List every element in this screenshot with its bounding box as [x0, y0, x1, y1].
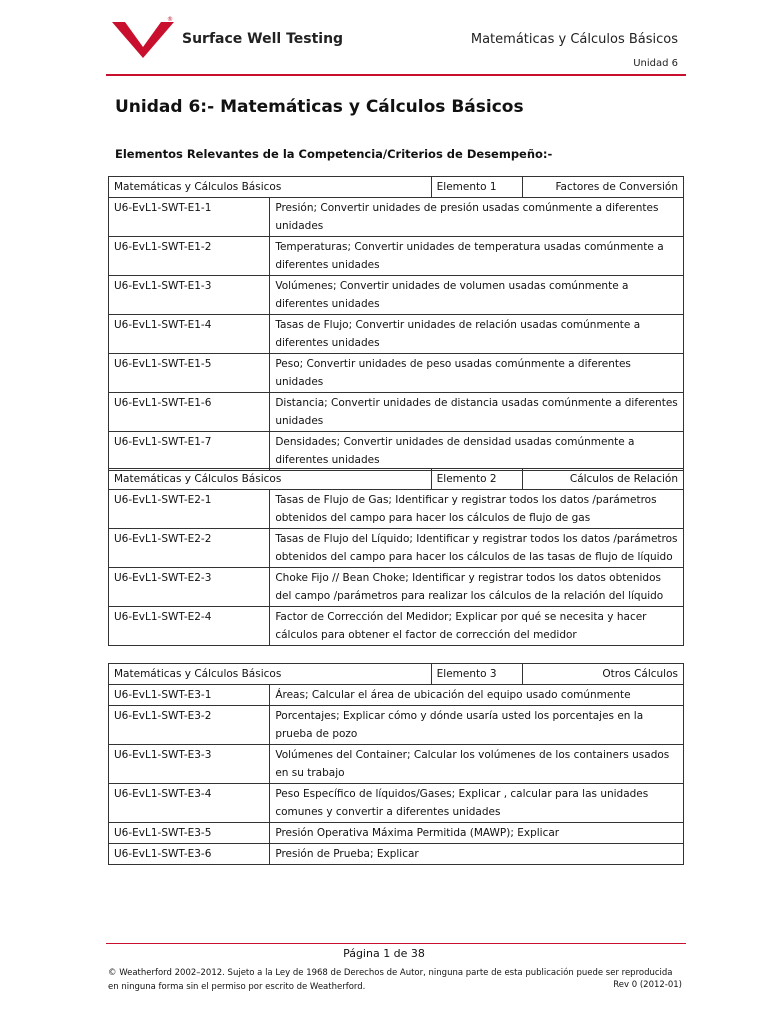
row-code: U6-EvL1-SWT-E3-3 [109, 745, 270, 784]
table-row [109, 354, 684, 393]
table-row [109, 685, 684, 706]
copyright-notice: © Weatherford 2002–2012. Sujeto a la Ley de 1968 de Derechos de Autor, ninguna parte de esta publicación puede ser reproducida en ninguna forma sin el permiso por escrito de Weatherford. [108, 968, 673, 992]
table-row [109, 607, 684, 646]
table-category: Cálculos de Relación [522, 469, 683, 490]
row-text: Temperaturas; Convertir unidades de temperatura usadas comúnmente a diferentes unidades [270, 237, 684, 276]
table-row [109, 490, 684, 529]
table-header-row [109, 469, 684, 490]
header-divider [106, 74, 686, 76]
table-subject: Matemáticas y Cálculos Básicos [109, 177, 432, 198]
header-unit: Unidad 6 [633, 58, 678, 69]
row-code: U6-EvL1-SWT-E3-4 [109, 784, 270, 823]
competency-table-element-3 [108, 663, 684, 865]
row-code: U6-EvL1-SWT-E2-4 [109, 607, 270, 646]
table-header-row [109, 177, 684, 198]
row-code: U6-EvL1-SWT-E2-2 [109, 529, 270, 568]
row-code: U6-EvL1-SWT-E2-3 [109, 568, 270, 607]
page-header [106, 14, 686, 74]
row-code: U6-EvL1-SWT-E1-1 [109, 198, 270, 237]
table-row [109, 706, 684, 745]
page-title: Unidad 6:- Matemáticas y Cálculos Básicos [115, 97, 524, 117]
table-row [109, 745, 684, 784]
table-row [109, 823, 684, 844]
row-text: Peso Específico de líquidos/Gases; Explicar , calcular para las unidades comunes y convertir a diferentes unidades [270, 784, 684, 823]
section-subheading: Elementos Relevantes de la Competencia/Criterios de Desempeño:- [115, 147, 553, 161]
row-text: Volúmenes; Convertir unidades de volumen usadas comúnmente a diferentes unidades [270, 276, 684, 315]
row-text: Áreas; Calcular el área de ubicación del equipo usado comúnmente [270, 685, 684, 706]
row-code: U6-EvL1-SWT-E3-6 [109, 844, 270, 865]
table-row [109, 529, 684, 568]
row-code: U6-EvL1-SWT-E1-4 [109, 315, 270, 354]
table-subject: Matemáticas y Cálculos Básicos [109, 469, 432, 490]
table-row [109, 315, 684, 354]
weatherford-logo-icon [112, 16, 174, 58]
table-subject: Matemáticas y Cálculos Básicos [109, 664, 432, 685]
row-text: Volúmenes del Container; Calcular los volúmenes de los containers usados en su trabajo [270, 745, 684, 784]
row-text: Presión de Prueba; Explicar [270, 844, 684, 865]
table-header-row [109, 664, 684, 685]
svg-text:®: ® [167, 16, 173, 23]
competency-table-element-2 [108, 468, 684, 646]
table-row [109, 568, 684, 607]
table-element: Elemento 3 [431, 664, 522, 685]
footer-divider [106, 943, 686, 944]
table-row [109, 393, 684, 432]
row-text: Peso; Convertir unidades de peso usadas comúnmente a diferentes unidades [270, 354, 684, 393]
table-row [109, 237, 684, 276]
row-text: Choke Fijo // Bean Choke; Identificar y registrar todos los datos obtenidos del campo /parámetros para realizar los cálculos de la relación del líquido [270, 568, 684, 607]
header-title: Matemáticas y Cálculos Básicos [470, 32, 678, 47]
row-text: Densidades; Convertir unidades de densidad usadas comúnmente a diferentes unidades [270, 432, 684, 471]
row-text: Tasas de Flujo del Líquido; Identificar y registrar todos los datos /parámetros obtenidos del campo para hacer los cálculos de las tasas de flujo de líquido [270, 529, 684, 568]
table-row [109, 784, 684, 823]
table-row [109, 844, 684, 865]
row-code: U6-EvL1-SWT-E1-5 [109, 354, 270, 393]
table-category: Factores de Conversión [522, 177, 683, 198]
revision-label: Rev 0 (2012-01) [613, 980, 682, 990]
row-code: U6-EvL1-SWT-E2-1 [109, 490, 270, 529]
row-text: Presión; Convertir unidades de presión usadas comúnmente a diferentes unidades [270, 198, 684, 237]
row-code: U6-EvL1-SWT-E1-6 [109, 393, 270, 432]
competency-table-element-1 [108, 176, 684, 471]
row-text: Tasas de Flujo de Gas; Identificar y registrar todos los datos /parámetros obtenidos del campo para hacer los cálculos de flujo de gas [270, 490, 684, 529]
row-text: Factor de Corrección del Medidor; Explicar por qué se necesita y hacer cálculos para obtener el factor de corrección del medidor [270, 607, 684, 646]
row-text: Porcentajes; Explicar cómo y dónde usaría usted los porcentajes en la prueba de pozo [270, 706, 684, 745]
table-row [109, 432, 684, 471]
row-code: U6-EvL1-SWT-E3-1 [109, 685, 270, 706]
row-text: Tasas de Flujo; Convertir unidades de relación usadas comúnmente a diferentes unidades [270, 315, 684, 354]
table-element: Elemento 1 [431, 177, 522, 198]
row-text: Distancia; Convertir unidades de distancia usadas comúnmente a diferentes unidades [270, 393, 684, 432]
row-code: U6-EvL1-SWT-E3-2 [109, 706, 270, 745]
page-number: Página 1 de 38 [343, 947, 425, 960]
row-code: U6-EvL1-SWT-E1-3 [109, 276, 270, 315]
row-code: U6-EvL1-SWT-E3-5 [109, 823, 270, 844]
row-code: U6-EvL1-SWT-E1-7 [109, 432, 270, 471]
table-element: Elemento 2 [431, 469, 522, 490]
row-code: U6-EvL1-SWT-E1-2 [109, 237, 270, 276]
row-text: Presión Operativa Máxima Permitida (MAWP); Explicar [270, 823, 684, 844]
table-row [109, 276, 684, 315]
table-category: Otros Cálculos [522, 664, 683, 685]
company-name: Surface Well Testing [182, 31, 344, 47]
table-row [109, 198, 684, 237]
